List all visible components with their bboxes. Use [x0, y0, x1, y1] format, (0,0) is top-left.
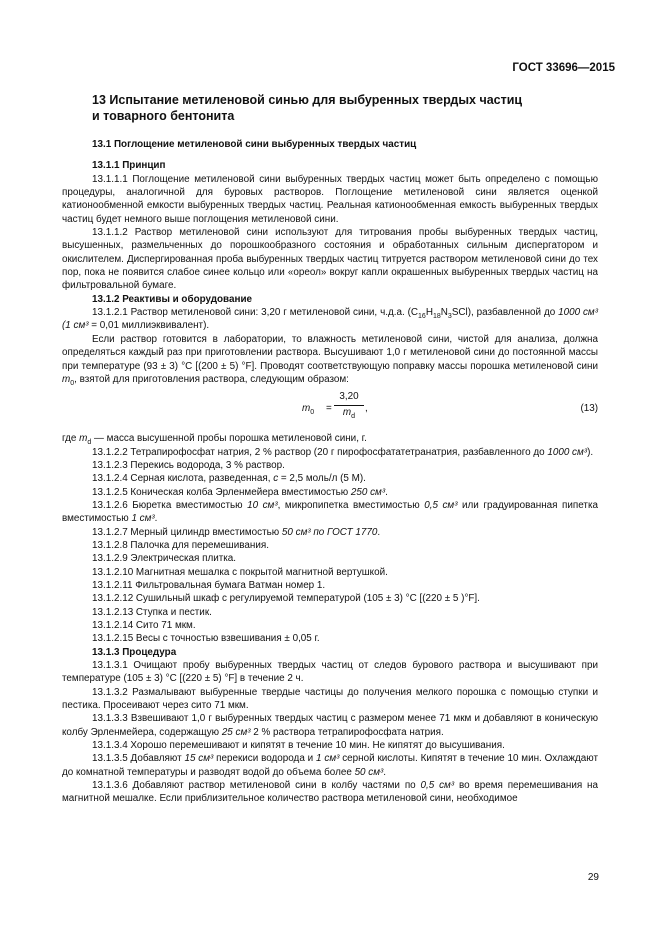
item-13-1-2-7: 13.1.2.7 Мерный цилиндр вместимостью 50 см³ по ГОСТ 1770.	[92, 526, 381, 538]
paragraph-moisture-correction: Если раствор готовится в лаборатории, то влажность метиленовой сини, чистой для анализа, должна определяться каждый раз при приготовлении раствора. Высушивают 1,0 г метиленовой сини до постоянной массы при температуре (93 ± 3) °С [(200 ± 5) °F]. Проводят соответствующую поправку массы порошка метиленовой сини $m_0$, взятой для приготовления раствора, следующим образом:	[62, 333, 598, 387]
section-title-line-2: и товарного бентонита	[92, 109, 235, 123]
item-13-1-2-4: 13.1.2.4 Серная кислота, разведенная, c = 2,5 моль/л (5 М).	[92, 473, 366, 485]
item-13-1-2-5: 13.1.2.5 Коническая колба Эрленмейера вместимостью 250 см³.	[92, 486, 388, 498]
step-13-1-3-2: 13.1.3.2 Размалывают выбуренные твердые частицы до получения мелкого порошка с помощью ступки и пестика. Просеивают через сито 71 мкм.	[62, 686, 598, 712]
formula-explanation: где $m_d$ — масса высушенной пробы порошка метиленовой сини, г.	[62, 433, 367, 447]
page-body	[62, 92, 598, 806]
item-13-1-2-10: 13.1.2.10 Магнитная мешалка с покрытой магнитной вертушкой.	[92, 566, 388, 578]
formula-number: (13)	[580, 403, 598, 415]
item-13-1-2-3: 13.1.2.3 Перекись водорода, 3 % раствор.	[92, 459, 285, 471]
reagents-heading: 13.1.2 Реактивы и оборудование	[92, 293, 253, 305]
page-number: 29	[587, 872, 599, 883]
principle-heading: 13.1.1 Принцип	[92, 160, 166, 172]
paragraph-13-1-1-2: 13.1.1.2 Раствор метиленовой сини используют для титрования пробы выбуренных твердых частиц, высушенных, размельченных до порошкообразного состояния и обработанных сильным диспергатором и окислителем. Диспергированная проба выбуренных твердых частиц титруется раствором метиленовой сини до тех пор, пока не появится слабое синее кольцо или «ореол» вокруг капли окрашенных выбуренных твердых частиц на фильтровальной бумаге.	[62, 227, 598, 292]
item-13-1-2-14: 13.1.2.14 Сито 71 мкм.	[92, 620, 196, 631]
item-13-1-2-12: 13.1.2.12 Сушильный шкаф с регулируемой температурой (105 ± 3) °С [(220 ± 5 )°F].	[92, 593, 480, 605]
paragraph-13-1-1-1: 13.1.1.1 Поглощение метиленовой сини выбуренных твердых частиц может быть определено с помощью процедуры, аналогичной для буровых растворов. Поглощение метиленовой сини является оценкой катионообменной емкости выбуренных твердых частиц. Реальная катионообменная емкость выбуренных твердых частиц будет немного выше поглощения метиленовой сини.	[62, 173, 598, 225]
formula-13	[62, 390, 598, 428]
formula-equals: =	[326, 403, 332, 415]
section-title	[92, 92, 598, 124]
formula-fraction	[334, 390, 364, 419]
item-13-1-2-15: 13.1.2.15 Весы с точностью взвешивания ± 0,05 г.	[92, 633, 320, 645]
formula-comma: ,	[365, 403, 368, 415]
item-13-1-2-8: 13.1.2.8 Палочка для перемешивания.	[92, 539, 269, 551]
section-title-line-1: 13 Испытание метиленовой синью для выбуренных твердых частиц	[92, 93, 523, 107]
item-13-1-2-9: 13.1.2.9 Электрическая плитка.	[92, 553, 237, 565]
item-13-1-2-11: 13.1.2.11 Фильтровальная бумага Ватман номер 1.	[92, 579, 326, 591]
procedure-heading: 13.1.3 Процедура	[92, 646, 177, 658]
item-13-1-2-2: 13.1.2.2 Тетрапирофосфат натрия, 2 % раствор (20 г пирофосфататетранатрия, разбавленного до 1000 см³).	[92, 446, 594, 458]
formula-lhs: $m_0$	[302, 403, 315, 417]
step-13-1-3-1: 13.1.3.1 Очищают пробу выбуренных твердых частиц от следов бурового раствора и высушивают при температуре (105 ± 3) °С [(220 ± 5) °F] в течение 2 ч.	[62, 660, 598, 685]
step-13-1-3-4: 13.1.3.4 Хорошо перемешивают и кипятят в течение 10 мин. Не кипятят до высушивания.	[92, 740, 505, 752]
formula-numerator: 3,20	[334, 390, 364, 405]
document-code: ГОСТ 33696—2015	[512, 62, 615, 74]
step-13-1-3-3: 13.1.3.3 Взвешивают 1,0 г выбуренных твердых частиц с размером менее 71 мкм и добавляют в коническую колбу Эрленмейера, содержащую 25 см³ 2 % раствора тетрапирофосфата натрия.	[62, 713, 598, 738]
formula-denominator: $m_d$	[342, 406, 356, 420]
item-13-1-2-6: 13.1.2.6 Бюретка вместимостью 10 см³, микропипетка вместимостью 0,5 см³ или градуированная пипетка вместимостью 1 см³.	[62, 499, 598, 525]
step-13-1-3-6: 13.1.3.6 Добавляют раствор метиленовой сини в колбу частями по 0,5 см³ во время перемешивания на магнитной мешалке. Если приблизительное количество раствора метиленовой сини, необходимое	[62, 780, 599, 805]
subsection-title: 13.1 Поглощение метиленовой сини выбуренных твердых частиц	[92, 139, 417, 150]
step-13-1-3-5: 13.1.3.5 Добавляют 15 см³ перекиси водорода и 1 см³ серной кислоты. Кипятят в течение 10 мин. Охлаждают до комнатной температуры и разводят водой до объема более 50 см³.	[62, 753, 598, 778]
paragraph-13-1-2-1: 13.1.2.1 Раствор метиленовой сини: 3,20 г метиленовой сини, ч.д.а. $(C_{16}H_{18}N_3SCl)$, разбавленной до 1000 см³ (1 см³ = 0,01 миллиэквивалент).	[62, 307, 598, 332]
item-13-1-2-13: 13.1.2.13 Ступка и пестик.	[92, 606, 212, 618]
